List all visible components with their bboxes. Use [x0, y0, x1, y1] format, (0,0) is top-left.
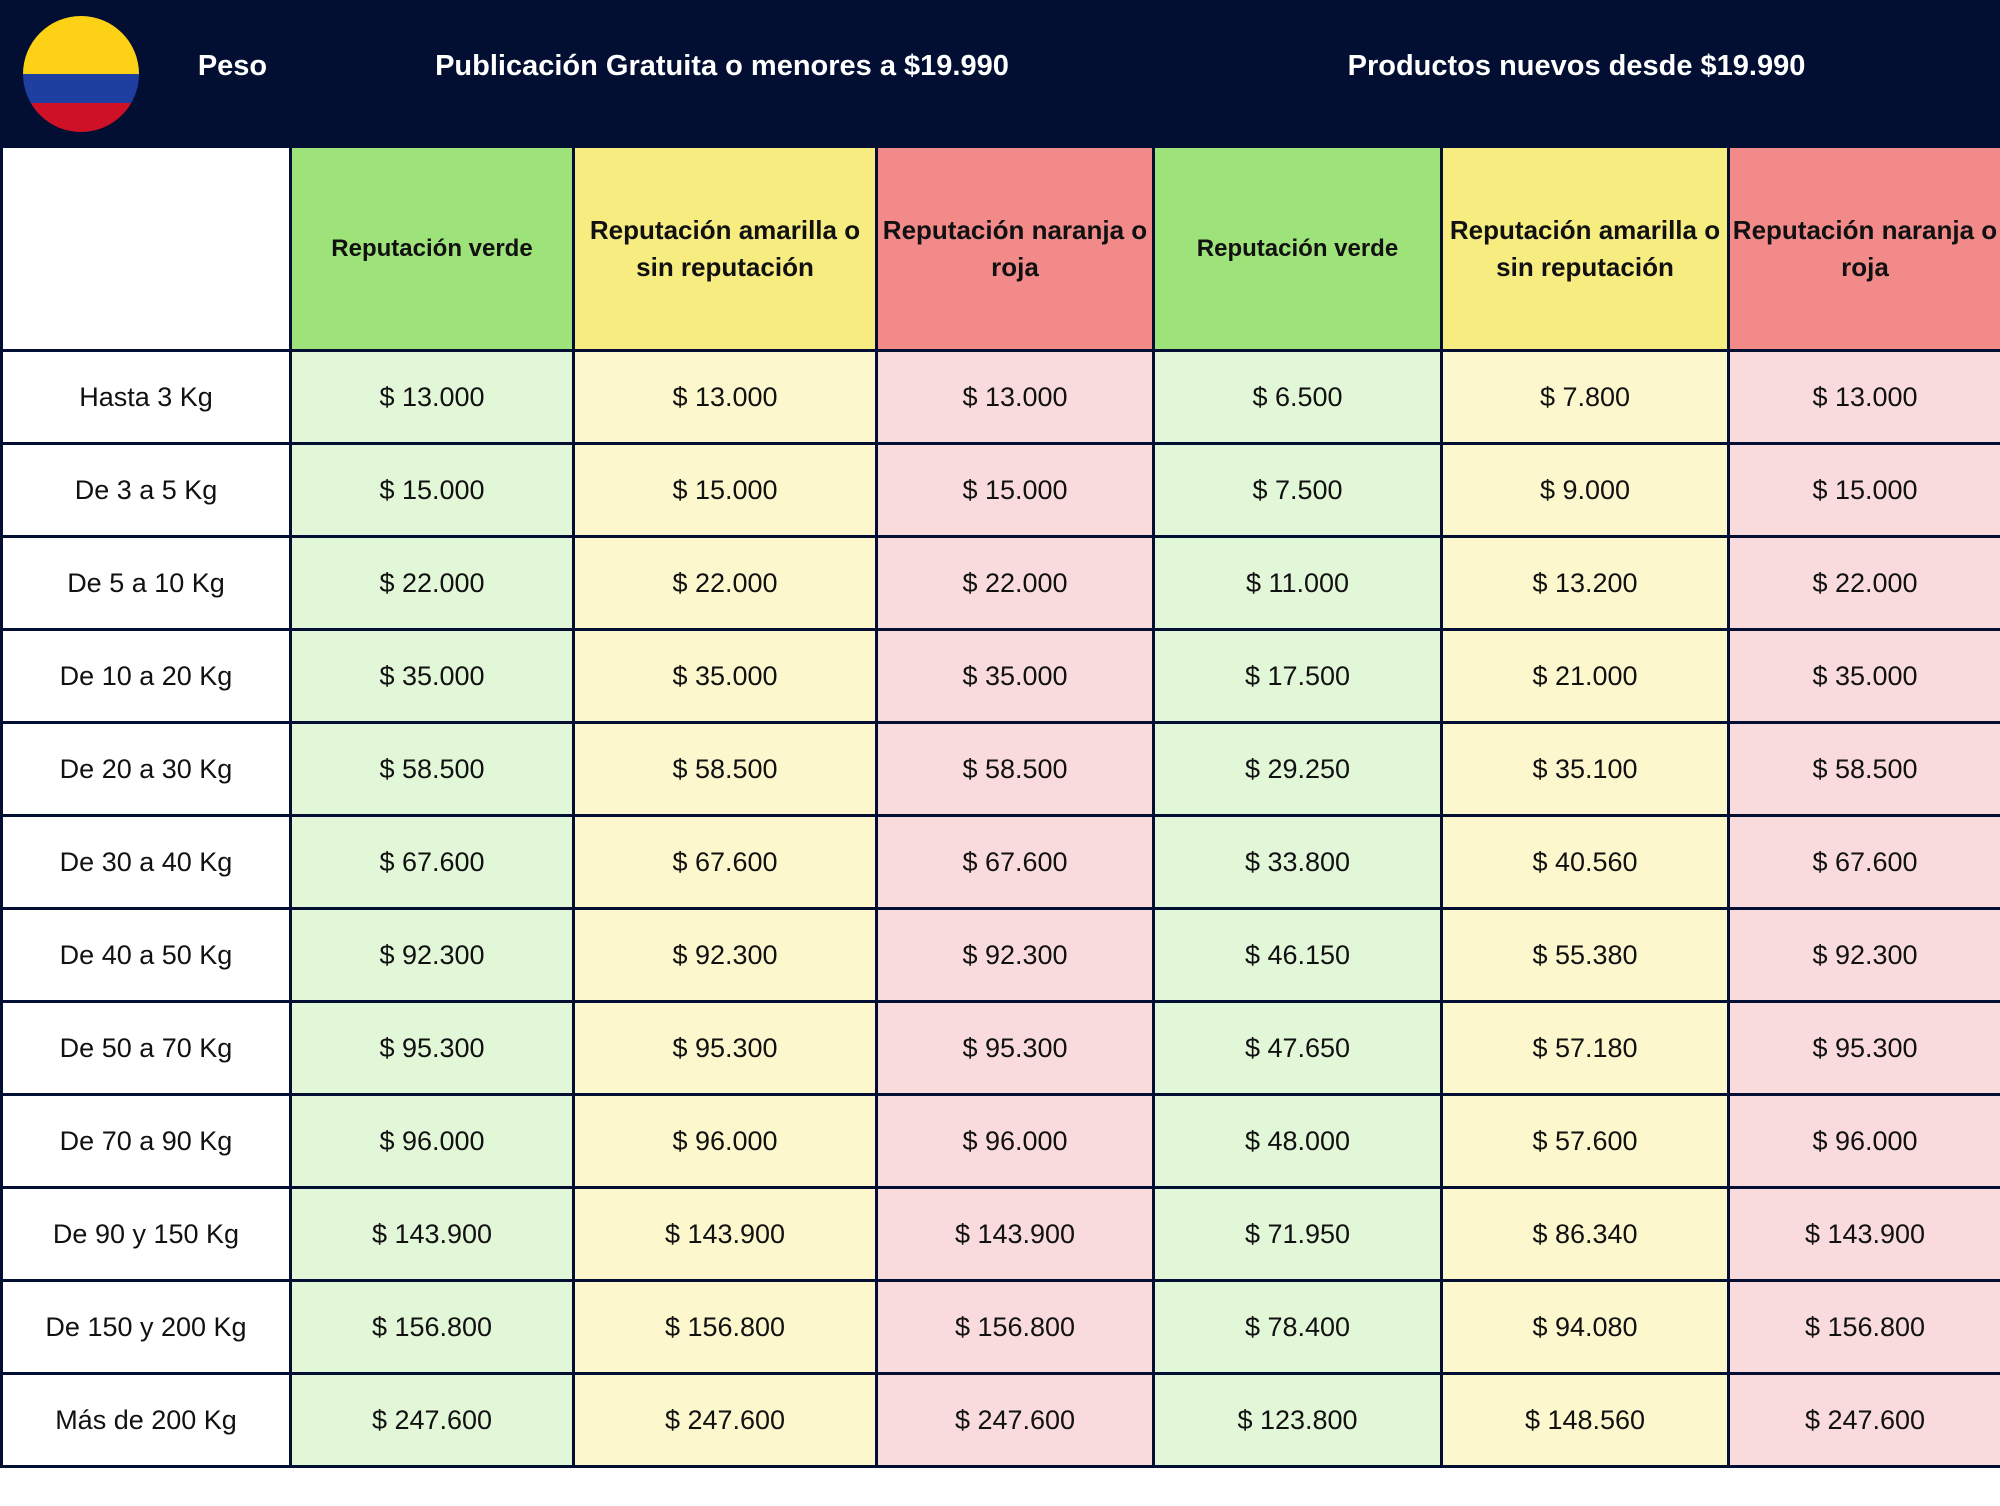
price-cell: $ 96.000: [291, 1095, 574, 1188]
table-row: [2, 351, 2000, 444]
table-row: [2, 723, 2000, 816]
table-row: [2, 816, 2000, 909]
price-cell: $ 96.000: [877, 1095, 1154, 1188]
flag-yellow-band: [23, 16, 139, 74]
price-cell: $ 35.100: [1442, 723, 1729, 816]
table-row: [2, 537, 2000, 630]
weight-range-label: De 3 a 5 Kg: [2, 444, 291, 537]
table-row: [2, 909, 2000, 1002]
price-cell: $ 95.300: [574, 1002, 877, 1095]
price-cell: $ 58.500: [574, 723, 877, 816]
colombia-flag-icon: [23, 16, 139, 132]
price-cell: $ 7.500: [1154, 444, 1442, 537]
price-cell: $ 46.150: [1154, 909, 1442, 1002]
price-cell: $ 92.300: [877, 909, 1154, 1002]
weight-range-label: De 70 a 90 Kg: [2, 1095, 291, 1188]
column-header: Reputación verde: [1154, 147, 1442, 351]
weight-range-label: De 30 a 40 Kg: [2, 816, 291, 909]
table-row: [2, 1281, 2000, 1374]
price-cell: $ 156.800: [291, 1281, 574, 1374]
column-header: Reputación naranja o roja: [1729, 147, 2000, 351]
column-header-row: [2, 147, 2000, 351]
price-cell: $ 9.000: [1442, 444, 1729, 537]
price-cell: $ 48.000: [1154, 1095, 1442, 1188]
price-cell: $ 156.800: [574, 1281, 877, 1374]
price-cell: $ 22.000: [574, 537, 877, 630]
price-cell: $ 57.180: [1442, 1002, 1729, 1095]
price-cell: $ 156.800: [877, 1281, 1154, 1374]
price-cell: $ 86.340: [1442, 1188, 1729, 1281]
price-cell: $ 15.000: [291, 444, 574, 537]
price-cell: $ 21.000: [1442, 630, 1729, 723]
price-cell: $ 40.560: [1442, 816, 1729, 909]
weight-range-label: Más de 200 Kg: [2, 1374, 291, 1467]
price-cell: $ 35.000: [574, 630, 877, 723]
price-cell: $ 247.600: [877, 1374, 1154, 1467]
table-body: [2, 351, 2000, 1467]
price-cell: $ 35.000: [1729, 630, 2000, 723]
price-cell: $ 35.000: [291, 630, 574, 723]
column-header: Reputación amarilla o sin reputación: [574, 147, 877, 351]
price-cell: $ 58.500: [877, 723, 1154, 816]
price-cell: $ 15.000: [574, 444, 877, 537]
price-cell: $ 92.300: [1729, 909, 2000, 1002]
price-cell: $ 67.600: [291, 816, 574, 909]
price-cell: $ 92.300: [574, 909, 877, 1002]
weight-range-label: De 10 a 20 Kg: [2, 630, 291, 723]
price-cell: $ 58.500: [291, 723, 574, 816]
flag-red-band: [23, 103, 139, 132]
shipping-cost-table: [0, 145, 2000, 1468]
price-cell: $ 95.300: [291, 1002, 574, 1095]
price-cell: $ 143.900: [574, 1188, 877, 1281]
price-cell: $ 15.000: [1729, 444, 2000, 537]
price-cell: $ 148.560: [1442, 1374, 1729, 1467]
price-cell: $ 29.250: [1154, 723, 1442, 816]
price-cell: $ 22.000: [877, 537, 1154, 630]
weight-range-label: De 50 a 70 Kg: [2, 1002, 291, 1095]
price-cell: $ 156.800: [1729, 1281, 2000, 1374]
price-cell: $ 67.600: [574, 816, 877, 909]
table-row: [2, 630, 2000, 723]
price-cell: $ 96.000: [574, 1095, 877, 1188]
weight-range-label: Hasta 3 Kg: [2, 351, 291, 444]
table-row: [2, 1095, 2000, 1188]
price-cell: $ 13.000: [291, 351, 574, 444]
price-cell: $ 13.000: [574, 351, 877, 444]
price-cell: $ 17.500: [1154, 630, 1442, 723]
price-cell: $ 143.900: [291, 1188, 574, 1281]
price-cell: $ 35.000: [877, 630, 1154, 723]
price-cell: $ 13.000: [1729, 351, 2000, 444]
price-cell: $ 247.600: [291, 1374, 574, 1467]
peso-column-title: Peso: [197, 50, 268, 82]
price-cell: $ 22.000: [291, 537, 574, 630]
price-cell: $ 123.800: [1154, 1374, 1442, 1467]
price-cell: $ 96.000: [1729, 1095, 2000, 1188]
price-cell: $ 13.200: [1442, 537, 1729, 630]
price-cell: $ 247.600: [574, 1374, 877, 1467]
price-cell: $ 92.300: [291, 909, 574, 1002]
price-cell: $ 71.950: [1154, 1188, 1442, 1281]
table-row: [2, 444, 2000, 537]
price-cell: $ 47.650: [1154, 1002, 1442, 1095]
flag-blue-band: [23, 74, 139, 103]
table-row: [2, 1188, 2000, 1281]
table-row: [2, 1002, 2000, 1095]
price-cell: $ 6.500: [1154, 351, 1442, 444]
column-header: Reputación verde: [291, 147, 574, 351]
weight-range-label: De 5 a 10 Kg: [2, 537, 291, 630]
price-cell: $ 57.600: [1442, 1095, 1729, 1188]
group-title-free-publication: Publicación Gratuita o menores a $19.990: [435, 50, 1009, 82]
column-header: Reputación amarilla o sin reputación: [1442, 147, 1729, 351]
column-header: Reputación naranja o roja: [877, 147, 1154, 351]
price-cell: $ 143.900: [877, 1188, 1154, 1281]
empty-corner-cell: [2, 147, 291, 351]
price-cell: $ 95.300: [877, 1002, 1154, 1095]
price-cell: $ 58.500: [1729, 723, 2000, 816]
price-cell: $ 13.000: [877, 351, 1154, 444]
price-cell: $ 247.600: [1729, 1374, 2000, 1467]
price-cell: $ 67.600: [877, 816, 1154, 909]
table-row: [2, 1374, 2000, 1467]
weight-range-label: De 40 a 50 Kg: [2, 909, 291, 1002]
weight-range-label: De 150 y 200 Kg: [2, 1281, 291, 1374]
price-cell: $ 143.900: [1729, 1188, 2000, 1281]
price-cell: $ 94.080: [1442, 1281, 1729, 1374]
price-cell: $ 7.800: [1442, 351, 1729, 444]
price-cell: $ 22.000: [1729, 537, 2000, 630]
group-title-new-products: Productos nuevos desde $19.990: [1347, 50, 1806, 82]
price-cell: $ 67.600: [1729, 816, 2000, 909]
weight-range-label: De 20 a 30 Kg: [2, 723, 291, 816]
price-cell: $ 95.300: [1729, 1002, 2000, 1095]
price-cell: $ 11.000: [1154, 537, 1442, 630]
price-cell: $ 55.380: [1442, 909, 1729, 1002]
price-cell: $ 33.800: [1154, 816, 1442, 909]
price-cell: $ 78.400: [1154, 1281, 1442, 1374]
table-header-bar: [0, 0, 2000, 145]
weight-range-label: De 90 y 150 Kg: [2, 1188, 291, 1281]
price-cell: $ 15.000: [877, 444, 1154, 537]
